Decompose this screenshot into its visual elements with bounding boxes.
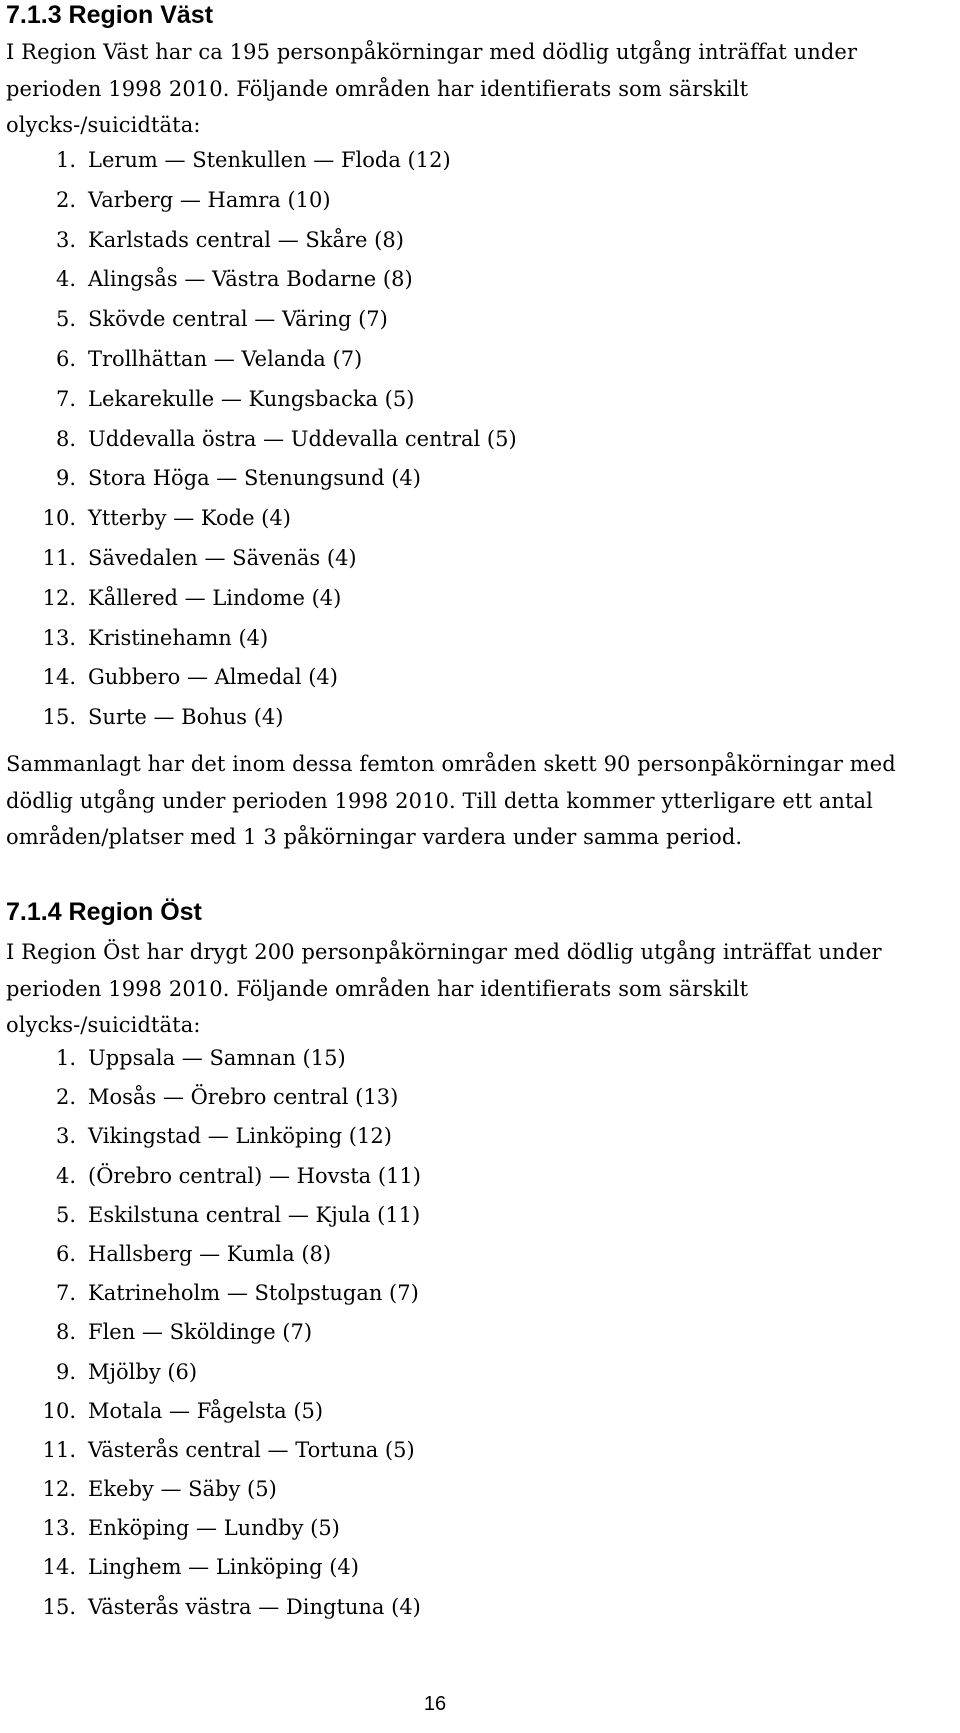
list-item-number: 8. — [55, 426, 76, 451]
list-item-number: 9. — [55, 466, 76, 491]
list-item-number: 10. — [42, 1398, 76, 1423]
list-item-number: 14. — [42, 1555, 76, 1580]
list-item-number: 4. — [55, 267, 76, 292]
list-item-text: Kristinehamn (4) — [88, 625, 269, 650]
intro-paragraph-region-ost: I Region Öst har drygt 200 personpåkörningar med dödlig utgång inträffat under perioden 1998 2010. Följande områden har identifierats som särskilt olycks-/suicidtäta: — [6, 940, 882, 1037]
list-item-text: Katrineholm — Stolpstugan (7) — [88, 1281, 419, 1306]
list-item-text: Kållered — Lindome (4) — [88, 585, 342, 610]
list-item-text: Uddevalla östra — Uddevalla central (5) — [88, 426, 517, 451]
list-item-text: Enköping — Lundby (5) — [88, 1516, 340, 1541]
list-item-text: Västerås västra — Dingtuna (4) — [88, 1594, 421, 1619]
list-item-text: Linghem — Linköping (4) — [88, 1555, 359, 1580]
list-item-number: 11. — [42, 1437, 76, 1462]
list-item-number: 12. — [42, 1477, 76, 1502]
list-item-text: Vikingstad — Linköping (12) — [88, 1124, 392, 1149]
list-item-number: 1. — [55, 148, 76, 172]
list-item-number: 4. — [55, 1163, 76, 1188]
list-item-number: 13. — [42, 1516, 76, 1541]
list-item-text: Uppsala — Samnan (15) — [88, 1046, 346, 1070]
list-item-number: 10. — [42, 506, 76, 531]
list-item-text: Motala — Fågelsta (5) — [88, 1398, 324, 1423]
list-item-text: Trollhättan — Velanda (7) — [88, 346, 363, 371]
list-item-number: 3. — [55, 227, 76, 252]
list-item-text: (Örebro central) — Hovsta (11) — [88, 1163, 421, 1188]
list-item-text: Varberg — Hamra (10) — [88, 187, 331, 212]
section-heading-region-vast: 7.1.3 Region Väst — [6, 1, 214, 29]
list-item-text: Sävedalen — Sävenäs (4) — [88, 545, 357, 570]
summary-paragraph-region-vast: Sammanlagt har det inom dessa femton områden skett 90 personpåkörningar med dödlig utgång under perioden 1998 2010. Till detta kommer ytterligare ett antal områden/platser med 1 3 påkörningar vardera under samma period. — [6, 752, 896, 849]
list-item-number: 14. — [42, 665, 76, 690]
list-item-text: Mosås — Örebro central (13) — [88, 1085, 399, 1110]
list-item-number: 6. — [55, 1241, 76, 1266]
list-item-number: 12. — [42, 585, 76, 610]
list-item-number: 5. — [55, 1202, 76, 1227]
page-number: 16 — [423, 1693, 447, 1715]
list-item-text: Stora Höga — Stenungsund (4) — [88, 466, 421, 491]
list-item-number: 13. — [42, 625, 76, 650]
list-item-number: 9. — [55, 1359, 76, 1384]
list-item-number: 11. — [42, 545, 76, 570]
list-item-text: Hallsberg — Kumla (8) — [88, 1241, 332, 1266]
list-item-text: Lekarekulle — Kungsbacka (5) — [88, 386, 415, 411]
list-item-text: Skövde central — Väring (7) — [88, 307, 388, 332]
list-item-number: 1. — [55, 1046, 76, 1070]
list-item-text: Flen — Sköldinge (7) — [88, 1320, 313, 1345]
list-item-text: Västerås central — Tortuna (5) — [88, 1437, 415, 1462]
list-item-text: Mjölby (6) — [88, 1359, 198, 1384]
list-item-number: 3. — [55, 1124, 76, 1149]
list-item-text: Surte — Bohus (4) — [88, 705, 284, 730]
list-item-number: 6. — [55, 346, 76, 371]
list-item-number: 7. — [55, 386, 76, 411]
list-item-number: 15. — [42, 1594, 76, 1619]
list-item-text: Gubbero — Almedal (4) — [88, 665, 338, 690]
list-item-number: 7. — [55, 1281, 76, 1306]
list-item-number: 2. — [55, 1085, 76, 1110]
list-item-text: Eskilstuna central — Kjula (11) — [88, 1202, 421, 1227]
list-item-text: Karlstads central — Skåre (8) — [88, 227, 404, 252]
list-item-text: Ekeby — Säby (5) — [88, 1477, 277, 1502]
list-item-text: Ytterby — Kode (4) — [88, 506, 291, 531]
list-item-number: 8. — [55, 1320, 76, 1345]
list-item-number: 5. — [55, 307, 76, 332]
list-item-number: 2. — [55, 187, 76, 212]
list-item-number: 15. — [42, 705, 76, 730]
section-heading-region-ost: 7.1.4 Region Öst — [6, 898, 202, 926]
list-item-text: Alingsås — Västra Bodarne (8) — [88, 267, 413, 292]
list-item-text: Lerum — Stenkullen — Floda (12) — [88, 148, 451, 172]
intro-paragraph-region-vast: I Region Väst har ca 195 personpåkörningar med dödlig utgång inträffat under perioden 1998 2010. Följande områden har identifierats som särskilt olycks-/suicidtäta: — [6, 40, 858, 137]
